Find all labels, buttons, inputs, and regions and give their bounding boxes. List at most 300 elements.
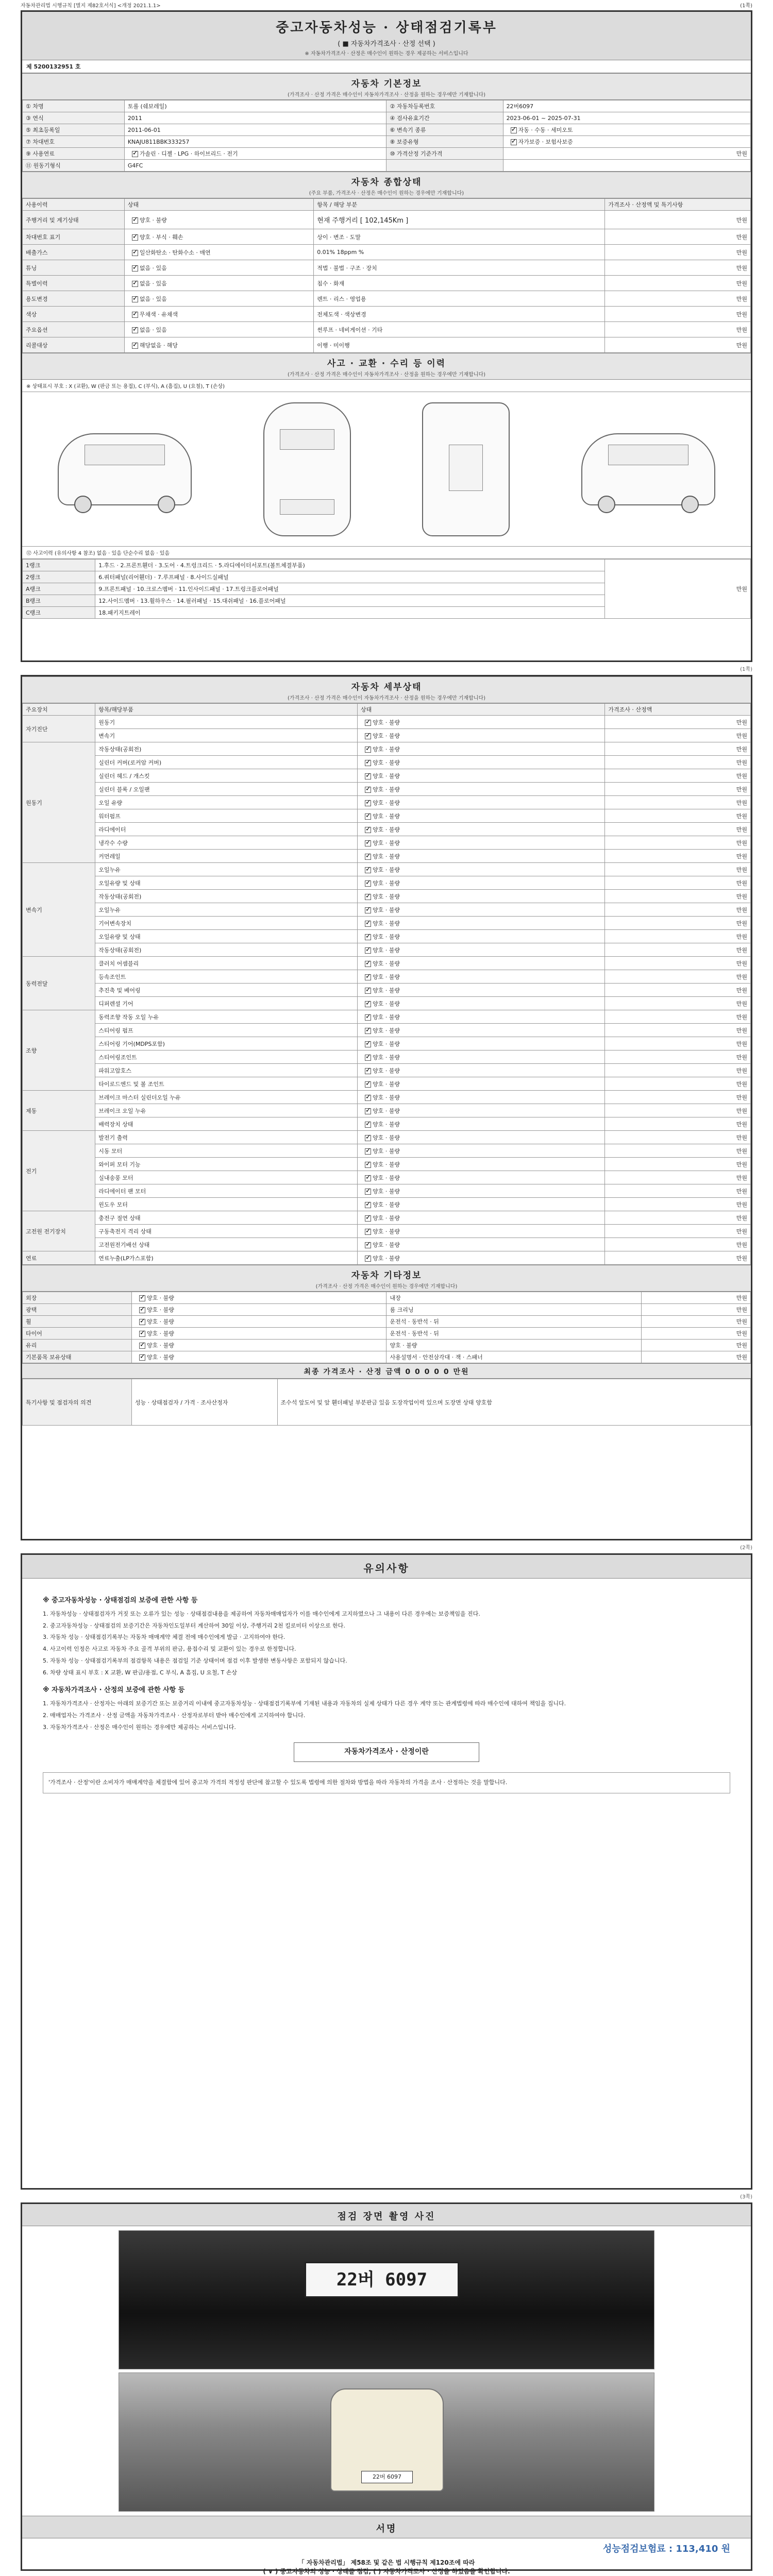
section-subtitle: (가격조사 · 산정 가격은 매수인이 자동차가격조사 · 산정을 원하는 경우에만 기재합니다)	[287, 372, 486, 378]
photo-vehicle-rear	[119, 2372, 654, 2512]
checkbox-icon	[139, 1295, 145, 1301]
item-label: 오일누유	[95, 863, 358, 876]
sign-statement-1: 「 자동차관리법」 제58조 및 같은 법 시행규칙 제120조에 따라	[298, 2559, 475, 2566]
checkbox-icon	[365, 1028, 371, 1034]
item-state	[357, 1037, 604, 1050]
row-state	[124, 337, 313, 353]
checkbox-icon	[511, 127, 517, 133]
checkbox-icon	[365, 814, 371, 820]
state-options: 없음 · 있음	[139, 295, 167, 302]
item-price: 만원	[605, 1211, 751, 1225]
rank-label: A랭크	[23, 583, 95, 595]
table-row	[23, 322, 751, 337]
item-label: 오일유량 및 상태	[95, 876, 358, 890]
column-header: 항목/해당부품	[95, 704, 358, 716]
row-state	[131, 1351, 386, 1363]
state-options: 양호 · 불량	[372, 759, 400, 766]
table-row	[23, 229, 751, 245]
item-label: 등속조인트	[95, 970, 358, 984]
price-assessment-box-title: 자동차가격조사 · 산정이란	[294, 1742, 479, 1762]
table-row	[23, 783, 751, 796]
item-price: 만원	[605, 1225, 751, 1238]
section-subtitle: (가격조사 · 산정 가격은 매수인이 자동차가격조사 · 산정을 원하는 경우에만 기재합니다)	[287, 696, 486, 701]
checkbox-icon	[365, 733, 371, 739]
state-options: 양호 · 불량	[146, 1307, 174, 1313]
checkbox-icon	[365, 880, 371, 887]
row-state	[124, 229, 313, 245]
checkbox-icon	[365, 867, 371, 873]
basic-info-table	[22, 100, 751, 172]
final-price-line	[22, 1366, 751, 1377]
checkbox-icon	[132, 250, 138, 256]
item-state	[357, 1050, 604, 1064]
item-state	[357, 957, 604, 970]
status-legend: ※ 상태표시 부호 : X (교환), W (판금 또는 용접), C (부식), A (흠집), U (요철), T (손상)	[22, 380, 751, 392]
group-label: 자기진단	[23, 716, 95, 742]
row-label: 광택	[23, 1304, 132, 1316]
section-other-header	[22, 1265, 751, 1292]
state-options: 양호 · 불량	[372, 1027, 400, 1034]
table-row	[23, 756, 751, 769]
state-options: 양호 · 불량	[372, 812, 400, 820]
item-label: 실린더 커버(로커암 커버)	[95, 756, 358, 769]
state-options: 양호 · 불량	[372, 1121, 400, 1128]
photos-title-band	[22, 2204, 751, 2226]
notes-title: 유의사항	[363, 1562, 410, 1574]
checkbox-icon	[365, 1162, 371, 1168]
row-label: 유리	[23, 1340, 132, 1351]
row-detail: 렌트 · 리스 · 영업용	[314, 291, 605, 307]
page-number: (3쪽)	[740, 2194, 752, 2200]
field-value: 2023-06-01 ~ 2025-07-31	[503, 112, 750, 124]
page-1	[21, 10, 752, 662]
table-row	[23, 1304, 751, 1316]
checkbox-icon	[365, 787, 371, 793]
table-row	[23, 1184, 751, 1198]
item-label: 실린더 헤드 / 개스킷	[95, 769, 358, 783]
item-price: 만원	[605, 1131, 751, 1144]
table-row	[23, 1328, 751, 1340]
table-row	[23, 1340, 751, 1351]
form-header-bar	[21, 1, 752, 8]
item-label: 작동상태(공회전)	[95, 890, 358, 903]
state-options: 양호 · 불량	[146, 1354, 174, 1361]
rank-label: C랭크	[23, 607, 95, 619]
item-state	[357, 716, 604, 729]
table-row	[23, 1158, 751, 1171]
row-state	[124, 291, 313, 307]
field-value	[503, 136, 750, 148]
car-window	[85, 445, 165, 465]
opinion-label: 특기사항 및 점검자의 의견	[23, 1379, 132, 1426]
column-header: 주요장치	[23, 704, 95, 716]
row-detail: 룸 크리닝	[386, 1304, 642, 1316]
state-options: 양호 · 불량	[372, 987, 400, 994]
table-row	[23, 943, 751, 957]
checkbox-icon	[365, 1014, 371, 1021]
state-options: 양호 · 불량	[372, 1241, 400, 1248]
checkbox-icon	[365, 947, 371, 954]
table-row	[23, 836, 751, 850]
checkbox-icon	[132, 343, 138, 349]
field-value: KNAJU811BBK333257	[124, 136, 386, 148]
group-label: 동력전달	[23, 957, 95, 1010]
item-price: 만원	[605, 1104, 751, 1117]
table-row	[23, 850, 751, 863]
table-row	[23, 1064, 751, 1077]
state-options: 양호 · 불량	[372, 866, 400, 873]
row-price: 만원	[605, 291, 751, 307]
item-state	[357, 903, 604, 917]
item-label: 변속기	[95, 729, 358, 742]
table-row	[23, 729, 751, 742]
row-detail: 사용설명서 · 안전삼각대 · 잭 · 스패너	[386, 1351, 642, 1363]
section-title: 자동차 기본정보	[351, 79, 422, 89]
item-state	[357, 1251, 604, 1265]
notes-section-title: ※ 자동차가격조사 · 산정의 보증에 관한 사항 등	[43, 1686, 185, 1694]
checkbox-icon	[365, 1189, 371, 1195]
row-price: 만원	[642, 1340, 751, 1351]
item-price: 만원	[605, 850, 751, 863]
state-options: 양호 · 불량	[146, 1342, 174, 1349]
item-price: 만원	[605, 1064, 751, 1077]
group-label: 전기	[23, 1131, 95, 1211]
item-label: 윈도우 모터	[95, 1198, 358, 1211]
table-row	[23, 1131, 751, 1144]
item-price: 만원	[605, 1171, 751, 1184]
row-detail: 적법 · 불법 · 구조 · 장치	[314, 260, 605, 276]
final-price-amount: 0 0 0 0 0 만원	[405, 1368, 469, 1376]
item-label: 브레이크 마스터 실린더오일 누유	[95, 1091, 358, 1104]
checkbox-icon	[365, 894, 371, 900]
state-options: 양호 · 불량	[146, 1318, 174, 1325]
state-options: 양호 · 불량	[372, 1188, 400, 1195]
document-title-band	[22, 12, 751, 60]
table-row	[23, 337, 751, 353]
item-state	[357, 997, 604, 1010]
state-options: 양호 · 불량	[139, 216, 167, 224]
table-row	[23, 809, 751, 823]
section-title: 자동차 기타정보	[351, 1270, 422, 1281]
table-row	[23, 1292, 751, 1304]
row-state	[124, 307, 313, 322]
item-price: 만원	[605, 716, 751, 729]
checkbox-icon	[139, 1319, 145, 1325]
item-price: 만원	[605, 836, 751, 850]
other-info-table	[22, 1292, 751, 1363]
row-state	[131, 1304, 386, 1316]
item-label: 스티어링조인트	[95, 1050, 358, 1064]
document-number: 제 5200132951 호	[22, 60, 751, 73]
table-row	[23, 917, 751, 930]
table-row	[23, 863, 751, 876]
item-state	[357, 917, 604, 930]
state-options: 양호 · 불량	[372, 1094, 400, 1101]
document-title: 중고자동차성능 · 상태점검기록부	[276, 20, 497, 36]
field-value: 만원	[503, 148, 750, 160]
item-state	[357, 729, 604, 742]
photos-title: 점검 장면 촬영 사진	[337, 2211, 436, 2222]
state-options: 양호 · 불량	[372, 1201, 400, 1208]
row-state	[131, 1316, 386, 1328]
row-label: 외장	[23, 1292, 132, 1304]
table-row	[23, 876, 751, 890]
table-row	[23, 984, 751, 997]
group-label: 변속기	[23, 863, 95, 957]
item-price: 만원	[605, 970, 751, 984]
checkbox-icon	[365, 1095, 371, 1101]
row-detail: 양호 · 불량	[386, 1340, 642, 1351]
item-price: 만원	[605, 1024, 751, 1037]
section-title: 사고 · 교환 · 수리 등 이력	[327, 359, 446, 369]
checkbox-icon	[365, 934, 371, 940]
row-state	[124, 211, 313, 229]
item-label: 디퍼렌셜 기어	[95, 997, 358, 1010]
item-price: 만원	[605, 823, 751, 836]
checkbox-icon	[365, 1108, 371, 1114]
item-label: 발전기 출력	[95, 1131, 358, 1144]
item-state	[357, 1024, 604, 1037]
item-state	[357, 783, 604, 796]
field-value: 토롤 (쉐보레일)	[124, 100, 386, 112]
sign-title-band	[22, 2516, 751, 2538]
rank-label: B랭크	[23, 595, 95, 607]
page-3	[21, 1553, 752, 2190]
state-options: 양호 · 불량	[372, 933, 400, 940]
item-label: 추진축 및 베어링	[95, 984, 358, 997]
item-label: 오일유량 및 상태	[95, 930, 358, 943]
item-state	[357, 1131, 604, 1144]
state-options: 양호 · 불량	[372, 960, 400, 967]
row-price: 만원	[642, 1328, 751, 1340]
item-label: 클러치 어셈블리	[95, 957, 358, 970]
table-row	[23, 1198, 751, 1211]
item-price: 만원	[605, 769, 751, 783]
item-state	[357, 1010, 604, 1024]
page-2	[21, 675, 752, 1540]
item-price: 만원	[605, 1238, 751, 1251]
sign-title: 서명	[376, 2523, 397, 2534]
table-row	[23, 1024, 751, 1037]
opinion-role: 성능 · 상태점검자 / 가격 · 조사산정자	[131, 1379, 277, 1426]
section-title: 자동차 종합상태	[351, 177, 422, 188]
checkbox-icon	[365, 1068, 371, 1074]
table-row	[23, 823, 751, 836]
field-label: ⑪ 원동기형식	[23, 160, 125, 172]
item-state	[357, 1091, 604, 1104]
item-price: 만원	[605, 1050, 751, 1064]
item-state	[357, 850, 604, 863]
table-row	[23, 1171, 751, 1184]
item-price: 만원	[605, 890, 751, 903]
field-label: ③ 연식	[23, 112, 125, 124]
table-row	[23, 1351, 751, 1363]
state-options: 양호 · 불량	[372, 1000, 400, 1007]
checkbox-icon	[365, 961, 371, 967]
table-row	[23, 100, 751, 112]
table-header-row	[23, 199, 751, 211]
checkbox-icon	[365, 1215, 371, 1222]
sign-statement-2: ( ∨ ) 중고자동차의 성능 · 상태를 점검, ( ) 자동차가격조사 · 산정을 하였음을 확인합니다.	[263, 2568, 510, 2575]
table-row	[23, 1077, 751, 1091]
car-right-side-diagram	[581, 433, 715, 505]
checkbox-icon	[365, 907, 371, 913]
rear-plate: 22버 6097	[361, 2471, 413, 2483]
checkbox-icon	[365, 988, 371, 994]
row-state	[124, 245, 313, 260]
field-label: ① 차명	[23, 100, 125, 112]
table-row	[23, 930, 751, 943]
wheel-icon	[598, 496, 615, 513]
checkbox-icon	[365, 1242, 371, 1248]
state-options: 양호 · 불량	[372, 1174, 400, 1181]
checkbox-icon	[511, 139, 517, 145]
item-label: 라디에이터 팬 모터	[95, 1184, 358, 1198]
item-label: 파워고압호스	[95, 1064, 358, 1077]
state-options: 없음 · 있음	[139, 280, 167, 287]
state-options: 양호 · 불량	[372, 1067, 400, 1074]
state-options: 양호 · 불량	[372, 772, 400, 779]
checkbox-icon	[139, 1343, 145, 1349]
table-row	[23, 112, 751, 124]
table-row	[23, 136, 751, 148]
item-price: 만원	[605, 1144, 751, 1158]
wheel-icon	[681, 496, 699, 513]
item-label: 구동축전지 격리 상태	[95, 1225, 358, 1238]
notes-section-title: ※ 중고자동차성능 · 상태점검의 보증에 관한 사항 등	[43, 1597, 198, 1604]
rank-items: 12.사이드멤버 · 13.휠하우스 · 14.필러패널 · 15.대쉬패널 · 16.플로어패널	[95, 595, 605, 607]
item-state	[357, 1077, 604, 1091]
checkbox-icon	[365, 921, 371, 927]
item-label: 스티어링 펌프	[95, 1024, 358, 1037]
item-price: 만원	[605, 809, 751, 823]
item-price: 만원	[605, 957, 751, 970]
item-state	[357, 1171, 604, 1184]
state-options: 양호 · 불량	[372, 920, 400, 927]
state-options: 양호 · 불량	[372, 1107, 400, 1114]
row-detail: 운전석 · 동반석 · 뒤	[386, 1316, 642, 1328]
item-label: 오일 유량	[95, 796, 358, 809]
row-label: 주행거리 및 계기상태	[23, 211, 125, 229]
item-price: 만원	[605, 1010, 751, 1024]
state-options: 양호 · 불량	[146, 1295, 174, 1301]
checkbox-icon	[365, 1081, 371, 1088]
license-plate: 22버 6097	[305, 2262, 459, 2298]
item-state	[357, 930, 604, 943]
row-state	[131, 1340, 386, 1351]
state-options: 없음 · 있음	[139, 326, 167, 333]
row-detail: 전체도색 · 색상변경	[314, 307, 605, 322]
state-options: 일산화탄소 · 탄화수소 · 매연	[139, 249, 211, 256]
final-price-header	[22, 1363, 751, 1379]
notes-title-band	[22, 1555, 751, 1579]
item-label: 시동 모터	[95, 1144, 358, 1158]
item-price: 만원	[605, 997, 751, 1010]
table-row	[23, 1316, 751, 1328]
state-options: 양호 · 불량	[372, 973, 400, 980]
field-label: ⑩ 가격산정 기준가격	[386, 148, 503, 160]
table-row	[23, 742, 751, 756]
section-subtitle: (주요 부품, 가격조사 · 산정은 매수인이 원하는 경우에만 기재합니다)	[309, 191, 464, 196]
note-item: 2. 중고자동차성능 · 상태점검의 보증기간은 자동차인도일부터 계산하여 30일 이상, 주행거리 2천 킬로미터 이상으로 한다.	[43, 1622, 345, 1629]
page-number: (1쪽)	[740, 667, 752, 672]
row-label: 리콜대상	[23, 337, 125, 353]
row-price: 만원	[642, 1351, 751, 1363]
table-row	[23, 716, 751, 729]
item-price: 만원	[605, 1251, 751, 1265]
item-label: 라디에이터	[95, 823, 358, 836]
note-item: 1. 자동차성능 · 상태점검자가 거짓 또는 오류가 있는 성능 · 상태점검내용을 제공하여 자동차매매업자가 이를 매수인에게 고지하였으나 그 내용이 다른 경우에는 보증책임을 진다.	[43, 1611, 480, 1618]
state-options: 양호 · 불량	[372, 1161, 400, 1168]
accident-history: ⑫ 사고이력 (유의사항 4 참조) 없음 · 있음 단순수리 없음 · 있음	[22, 547, 751, 559]
item-state	[357, 1198, 604, 1211]
table-row	[23, 1104, 751, 1117]
item-price: 만원	[605, 756, 751, 769]
rank-items: 18.패키지트레이	[95, 607, 605, 619]
note-item: 1. 자동차가격조사 · 산정자는 아래의 보증기간 또는 보증거리 이내에 중고자동차성능 · 상태점검기록부에 기재된 내용과 자동차의 실제 상태가 다른 경우 계약 또는 관계법령에 따라 매수인에 대하여 책임을 집니다.	[43, 1700, 566, 1707]
section-subtitle: (가격조사 · 산정 가격은 매수인이 자동차가격조사 · 산정을 원하는 경우에만 기재합니다)	[287, 92, 486, 98]
checkbox-icon	[132, 296, 138, 302]
item-label: 배력장치 상태	[95, 1117, 358, 1131]
item-price: 만원	[605, 1184, 751, 1198]
car-window	[280, 429, 334, 450]
checkbox-icon	[132, 327, 138, 333]
row-detail: 현재 주행거리 [ 102,145Km ]	[314, 211, 605, 229]
state-options: 양호 · 불량	[372, 732, 400, 739]
item-price: 만원	[605, 943, 751, 957]
state-options: 양호 · 불량	[372, 1040, 400, 1047]
item-label: 타이로드엔드 및 볼 조인트	[95, 1077, 358, 1091]
field-value	[503, 124, 750, 136]
row-state	[131, 1292, 386, 1304]
table-row	[23, 1037, 751, 1050]
row-label: 배출가스	[23, 245, 125, 260]
note-item: 3. 자동차가격조사 · 산정은 매수인이 원하는 경우에만 제공하는 서비스입니다.	[43, 1723, 236, 1731]
table-row	[23, 796, 751, 809]
item-state	[357, 1158, 604, 1171]
table-header-row	[23, 704, 751, 716]
panel-rank-table	[22, 559, 751, 619]
document-subtitle: ( ■ 자동차가격조사 · 산정 선택 )	[338, 40, 435, 48]
checkbox-icon	[365, 974, 371, 980]
section-subtitle: (가격조사 · 산정 가격은 매수인이 원하는 경우에만 기재합니다)	[315, 1284, 458, 1290]
item-price: 만원	[605, 783, 751, 796]
item-price: 만원	[605, 1158, 751, 1171]
checkbox-icon	[365, 1175, 371, 1181]
row-price: 만원	[605, 337, 751, 353]
column-header: 가격조사 · 산정액	[605, 704, 751, 716]
table-row	[23, 148, 751, 160]
table-row	[23, 260, 751, 276]
item-price: 만원	[605, 1037, 751, 1050]
table-row	[23, 560, 751, 571]
checkbox-icon	[365, 1202, 371, 1208]
field-value: 22버6097	[503, 100, 750, 112]
row-detail: 0.01% 18ppm %	[314, 245, 605, 260]
field-label: ⑦ 차대번호	[23, 136, 125, 148]
wheel-icon	[158, 496, 175, 513]
checkbox-icon	[132, 265, 138, 272]
field-label: ⑨ 사용연료	[23, 148, 125, 160]
item-state	[357, 863, 604, 876]
checkbox-icon	[365, 800, 371, 806]
state-options: 양호 · 불량	[372, 1214, 400, 1222]
section-summary-header	[22, 172, 751, 198]
section-title: 자동차 세부상태	[351, 682, 422, 692]
row-price: 만원	[642, 1304, 751, 1316]
checkbox-icon	[365, 1001, 371, 1007]
table-row	[23, 1050, 751, 1064]
